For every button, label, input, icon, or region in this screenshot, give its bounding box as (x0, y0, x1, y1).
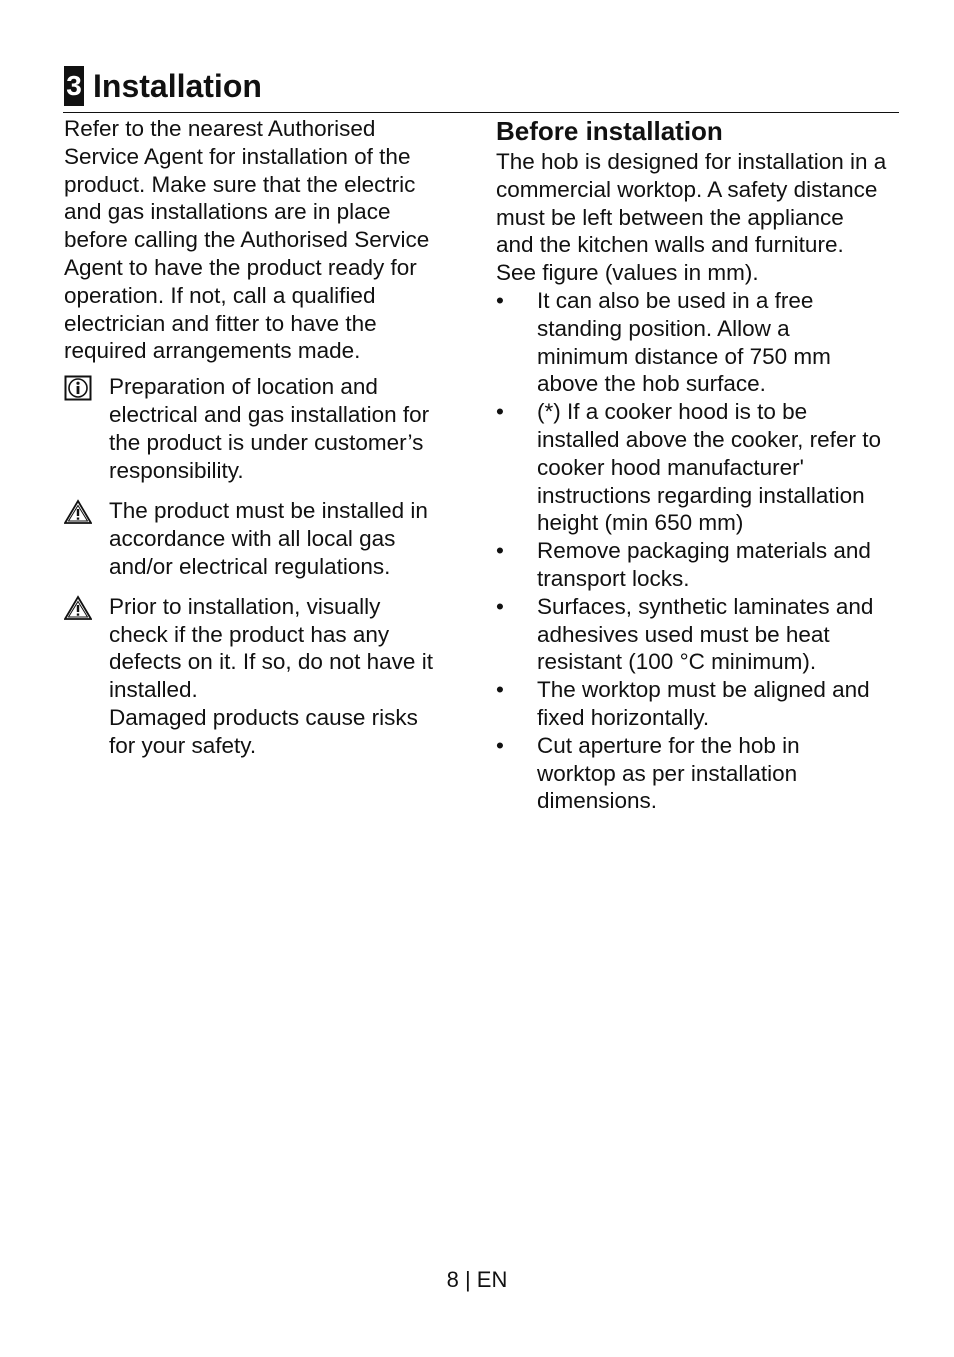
list-item (496, 676, 906, 732)
list-item (496, 398, 906, 537)
list-item (496, 287, 906, 398)
info-note-text: Preparation of location and electrical and gas installation for the product is under customer’s responsibility. (109, 374, 430, 483)
warning-note-text: Prior to installation, visually check if the product has any defects on it. If so, do not have it installed. Damaged products cause risks for your safety. (109, 593, 433, 758)
bullet-icon: • (496, 677, 504, 703)
list-item (496, 593, 906, 676)
bullet-list (496, 287, 906, 815)
bullet-icon: • (496, 538, 504, 564)
bullet-icon: • (496, 593, 504, 619)
subsection-intro: The hob is designed for installation in a commercial worktop. A safety distance must be left between the appliance and the kitchen walls and furniture. See figure (values in mm). (496, 149, 887, 286)
info-note (64, 373, 456, 484)
list-item-text: Remove packaging materials and transport locks. (537, 538, 871, 591)
warning-note (64, 497, 456, 580)
warning-icon (64, 499, 92, 525)
page-footer: 8 | EN (446, 1267, 508, 1292)
bullet-icon: • (496, 732, 504, 758)
list-item-text: The worktop must be aligned and fixed horizontally. (537, 677, 870, 730)
list-item (496, 732, 906, 815)
bullet-icon: • (496, 399, 504, 425)
section-number-badge: 3 (64, 66, 84, 106)
heading-rule (63, 112, 899, 113)
section-title: Installation (93, 68, 262, 104)
list-item-text: It can also be used in a free standing position. Allow a minimum distance of 750 mm above the hob surface. (537, 287, 831, 397)
subsection-title: Before installation (496, 116, 723, 146)
list-item-text: (*) If a cooker hood is to be installed above the cooker, refer to cooker hood manufacturer' instructions regarding installation height (min 650 mm) (537, 399, 881, 536)
left-column (64, 115, 456, 760)
right-column (496, 116, 906, 815)
list-item-text: Cut aperture for the hob in worktop as per installation dimensions. (537, 732, 800, 814)
intro-paragraph: Refer to the nearest Authorised Service Agent for installation of the product. Make sure that the electric and gas installations are in place before calling the Authorised Service Agent to have the product ready for operation. If not, call a qualified electrician and fitter to have the required arrangements made. (64, 116, 430, 364)
section-heading (64, 66, 262, 106)
warning-icon (64, 595, 92, 621)
list-item-text: Surfaces, synthetic laminates and adhesives used must be heat resistant (100 °C minimum). (537, 593, 874, 675)
bullet-icon: • (496, 287, 504, 313)
warning-note (64, 593, 456, 760)
warning-note-text: The product must be installed in accordance with all local gas and/or electrical regulations. (109, 498, 428, 579)
list-item (496, 537, 906, 593)
info-icon (64, 375, 92, 401)
